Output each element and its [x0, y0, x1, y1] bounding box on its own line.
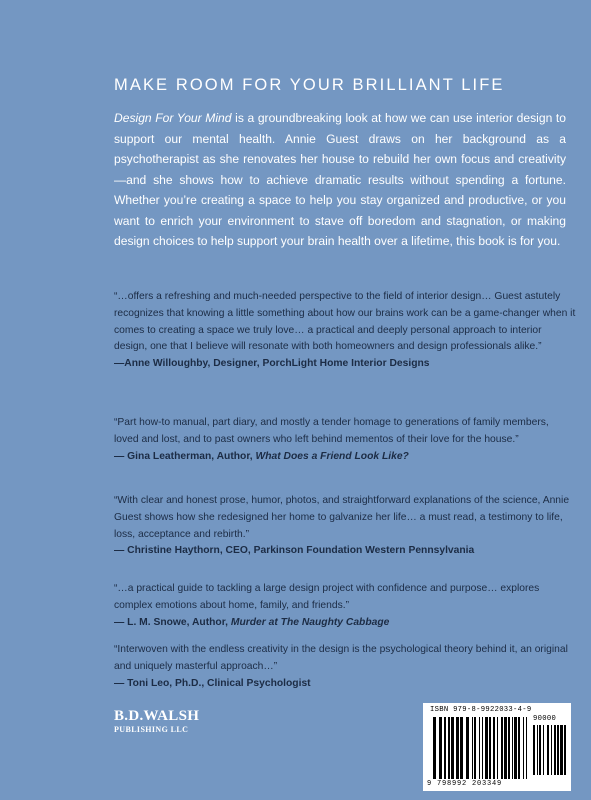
intro-body: is a groundbreaking look at how we can use interior design to support our mental health. Annie Guest draws on her background as a psychotherapist as she renovates her house to rebuild her own focus and creativity—and she shows how to achieve dramatic results without spending a fortune. Whether you’re creating a space to help you stay organized and productive, or you want to enrich your environment to stave off boredom and stagnation, or making design choices to help support your brain health over a lifetime, this book is for you. — [114, 111, 566, 248]
barcode-bar — [489, 717, 491, 779]
quote-text: “With clear and honest prose, humor, photos, and straightforward explanations of the science, Annie Guest shows how she redesigned her home to galvanize her life… a must read, a testimony to life, loss, acceptance and rebirth.” — [114, 495, 570, 540]
price-code: 90000 — [533, 715, 557, 723]
barcode-bar — [543, 725, 544, 775]
barcode-bar — [497, 717, 498, 779]
barcode-bar — [451, 717, 454, 779]
quote-5 — [114, 642, 576, 692]
barcode-bar — [518, 717, 520, 779]
barcode-digits: 9 798992 203349 — [427, 780, 503, 788]
barcode-bar — [493, 717, 495, 779]
isbn-label: ISBN 979-8-9922033-4-9 — [430, 706, 532, 714]
barcode-bar — [439, 717, 442, 779]
barcode-bar — [472, 717, 473, 779]
quote-text: “Interwoven with the endless creativity in the design is the psychological theory behind it, an original and uniquely masterful approach…” — [114, 644, 568, 672]
quote-attribution: — Toni Leo, Ph.D., Clinical Psychologist — [114, 677, 311, 689]
barcode-bar — [557, 725, 559, 775]
barcode-bar — [448, 717, 450, 779]
barcode-bar — [537, 725, 538, 775]
barcode-bar — [554, 725, 556, 775]
barcode-bar — [551, 725, 552, 775]
quote-attribution: — L. M. Snowe, Author, Murder at The Naughty Cabbage — [114, 616, 390, 628]
barcode-bar — [460, 717, 463, 779]
barcode-bar — [523, 717, 524, 779]
barcode — [423, 703, 571, 791]
quote-attribution: — Christine Haythorn, CEO, Parkinson Foundation Western Pennsylvania — [114, 545, 475, 557]
quote-text: “…offers a refreshing and much-needed perspective to the field of interior design… Guest astutely recognizes that knowing a little something about how our brains work can be a game-changer when it comes to creating a space we truly love… a practical and deeply personal approach to interior design, one that I believe will resonate with both homeowners and design professionals alike.” — [114, 291, 576, 353]
barcode-bar — [485, 717, 488, 779]
barcode-bar — [456, 717, 459, 779]
quote-3 — [114, 493, 576, 560]
quote-4 — [114, 581, 576, 631]
intro-paragraph — [114, 108, 566, 252]
price-barcode-bars — [533, 725, 567, 775]
quote-attribution: — Gina Leatherman, Author, What Does a Friend Look Like? — [114, 450, 409, 462]
barcode-bar — [474, 717, 476, 779]
barcode-bar — [512, 717, 513, 779]
ean-barcode-bars — [433, 717, 529, 779]
barcode-bar — [564, 725, 566, 775]
barcode-bar — [466, 717, 469, 779]
barcode-bar — [508, 717, 510, 779]
publisher-suffix: PUBLISHING LLC — [114, 725, 189, 734]
quote-text: “Part how-to manual, part diary, and mostly a tender homage to generations of family members, loved and lost, and to past owners who left behind mementos of their love for the house.” — [114, 417, 549, 445]
barcode-bar — [539, 725, 541, 775]
barcode-bar — [433, 717, 436, 779]
headline: MAKE ROOM FOR YOUR BRILLIANT LIFE — [114, 76, 505, 94]
quote-2 — [114, 415, 576, 465]
barcode-bar — [504, 717, 507, 779]
quote-text: “…a practical guide to tackling a large design project with confidence and purpose… explores complex emotions about home, family, and friends.” — [114, 583, 540, 611]
barcode-bar — [479, 717, 480, 779]
quote-1 — [114, 289, 576, 373]
quote-attribution: —Anne Willoughby, Designer, PorchLight Home Interior Designs — [114, 358, 430, 370]
barcode-bar — [501, 717, 503, 779]
publisher-name: B.D.WALSH — [114, 708, 200, 724]
barcode-bar — [482, 717, 483, 779]
barcode-bar — [526, 717, 527, 779]
barcode-bar — [533, 725, 535, 775]
barcode-bar — [444, 717, 446, 779]
book-title: Design For Your Mind — [114, 111, 232, 125]
barcode-bar — [514, 717, 517, 779]
publisher-logo — [114, 709, 199, 735]
barcode-bar — [560, 725, 563, 775]
barcode-bar — [547, 725, 549, 775]
